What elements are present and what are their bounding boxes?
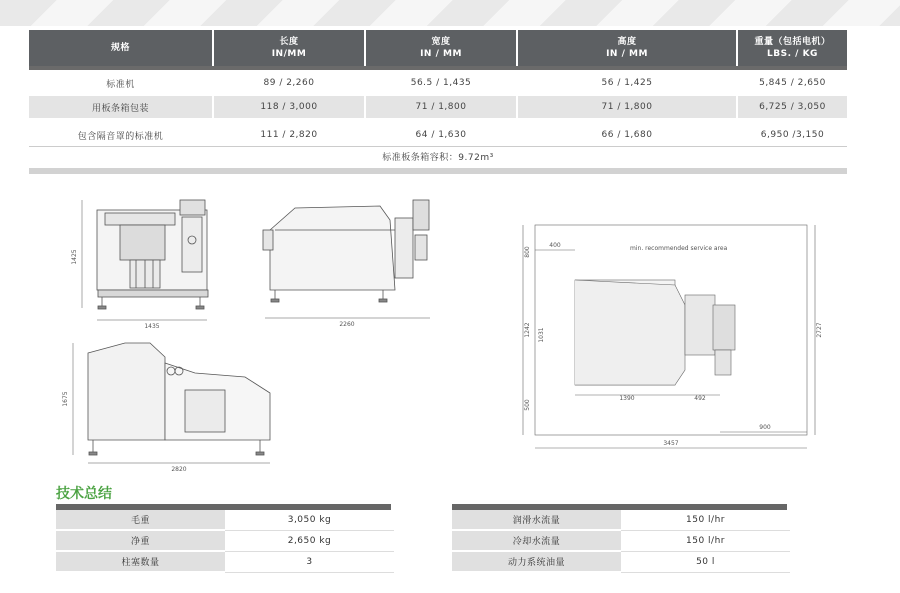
spec-label: 润滑水流量 xyxy=(452,510,621,530)
enclosure-length-label: 2820 xyxy=(171,466,187,473)
spec-table-left xyxy=(56,510,394,573)
plan-dim-2727: 2727 xyxy=(816,322,823,338)
header-weight: 重量（包括电机） LBS. / KG xyxy=(737,30,847,66)
plan-dim-900: 900 xyxy=(759,424,771,431)
spec-label: 毛重 xyxy=(56,510,225,530)
spec-value: 150 l/hr xyxy=(621,510,790,530)
header-spec: 规格 xyxy=(29,30,213,66)
dimensions-table xyxy=(29,30,847,152)
cell-width: 64 / 1,630 xyxy=(365,118,517,152)
table-row xyxy=(452,530,790,551)
header-height: 高度 IN / MM xyxy=(517,30,737,66)
spec-value: 50 l xyxy=(621,551,790,572)
plan-dim-3457: 3457 xyxy=(663,440,679,447)
front-view-drawing xyxy=(70,185,220,330)
header-length: 长度 IN/MM xyxy=(213,30,365,66)
spec-value: 150 l/hr xyxy=(621,530,790,551)
cell-height: 66 / 1,680 xyxy=(517,118,737,152)
row-label: 用板条箱包装 xyxy=(29,96,213,118)
spec-value: 3,050 kg xyxy=(225,510,394,530)
cell-width: 56.5 / 1,435 xyxy=(365,70,517,96)
dimensions-header-row xyxy=(29,30,847,66)
plan-dim-800: 800 xyxy=(524,246,531,258)
header-width: 宽度 IN / MM xyxy=(365,30,517,66)
spec-value: 2,650 kg xyxy=(225,530,394,551)
spec-label: 冷却水流量 xyxy=(452,530,621,551)
cell-length: 111 / 2,820 xyxy=(213,118,365,152)
enclosure-view-drawing xyxy=(55,335,295,475)
side-length-label: 2260 xyxy=(339,321,355,328)
spec-value: 3 xyxy=(225,551,394,572)
spec-label: 净重 xyxy=(56,530,225,551)
side-view-drawing xyxy=(255,190,445,330)
table-row xyxy=(56,510,394,530)
cell-weight: 6,725 / 3,050 xyxy=(737,96,847,118)
table-row xyxy=(56,551,394,572)
table-row xyxy=(29,70,847,96)
cell-height: 71 / 1,800 xyxy=(517,96,737,118)
plan-dim-1390: 1390 xyxy=(619,395,635,402)
table-row xyxy=(56,530,394,551)
cell-height: 56 / 1,425 xyxy=(517,70,737,96)
crate-volume-note: 标准板条箱容积：9.72m³ xyxy=(29,146,847,169)
spec-label: 动力系统油量 xyxy=(452,551,621,572)
front-height-label: 1425 xyxy=(71,249,78,265)
cell-weight: 5,845 / 2,650 xyxy=(737,70,847,96)
row-label: 标准机 xyxy=(29,70,213,96)
cell-width: 71 / 1,800 xyxy=(365,96,517,118)
table-row xyxy=(452,551,790,572)
front-width-label: 1435 xyxy=(144,323,160,330)
enclosure-height-label: 1675 xyxy=(62,391,69,407)
plan-dim-492: 492 xyxy=(694,395,706,402)
row-label: 包含隔音罩的标准机 xyxy=(29,118,213,152)
decorative-banner xyxy=(0,0,900,26)
cell-weight: 6,950 /3,150 xyxy=(737,118,847,152)
service-area-note: min. recommended service area xyxy=(630,245,728,252)
spec-label: 柱塞数量 xyxy=(56,551,225,572)
table-row xyxy=(29,96,847,118)
plan-dim-1031: 1031 xyxy=(538,327,545,343)
table-row xyxy=(452,510,790,530)
cell-length: 118 / 3,000 xyxy=(213,96,365,118)
spec-table-right xyxy=(452,510,790,573)
tech-summary-title: 技术总结 xyxy=(56,486,112,502)
cell-length: 89 / 2,260 xyxy=(213,70,365,96)
plan-dim-500: 500 xyxy=(524,399,531,411)
service-area-drawing xyxy=(515,210,825,455)
plan-dim-1242: 1242 xyxy=(524,322,531,338)
divider-bar xyxy=(29,168,847,174)
plan-dim-400: 400 xyxy=(549,242,561,249)
